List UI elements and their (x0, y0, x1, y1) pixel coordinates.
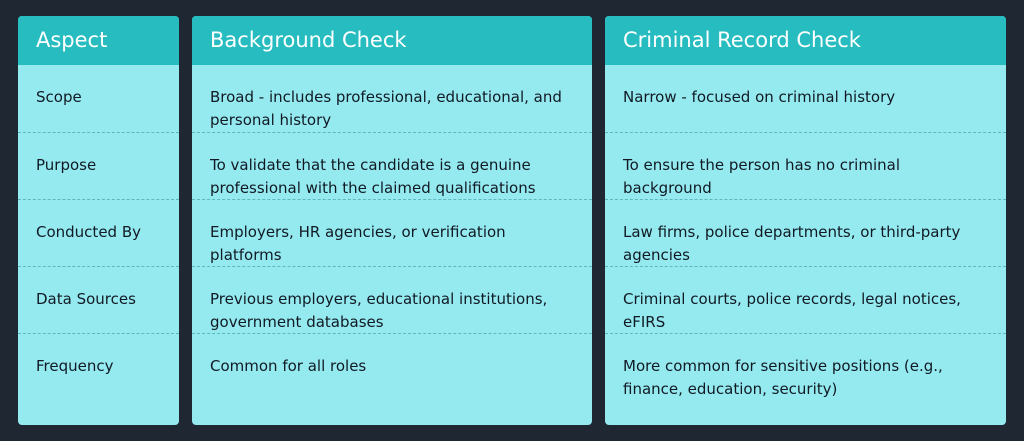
criminal-record-check-column (605, 16, 1006, 425)
aspect-cell-scope: Scope (36, 88, 82, 106)
background-cell-conducted-by: Employers, HR agencies, or verification platforms (192, 199, 592, 266)
aspect-header: Aspect (18, 16, 179, 65)
criminal-cell-scope: Narrow - focused on criminal history (623, 88, 896, 106)
aspect-cell-purpose: Purpose (18, 132, 179, 199)
background-cell-data-sources: Previous employers, educational institutions, government databases (192, 266, 592, 333)
aspect-cell-data-sources: Data Sources (18, 266, 179, 333)
criminal-cell-conducted-by: Law firms, police departments, or third-party agencies (605, 199, 1006, 266)
background-check-column (192, 16, 592, 425)
background-cell-purpose: To validate that the candidate is a genuine professional with the claimed qualifications (192, 132, 592, 199)
aspect-column (18, 16, 179, 425)
aspect-cell-frequency: Frequency (18, 333, 179, 400)
criminal-cell-purpose: To ensure the person has no criminal background (605, 132, 1006, 199)
background-check-header: Background Check (192, 16, 592, 65)
background-cell-frequency: Common for all roles (192, 333, 592, 400)
background-cell-scope: Broad - includes professional, educational, and personal history (210, 88, 562, 129)
criminal-cell-frequency: More common for sensitive positions (e.g., finance, education, security) (605, 333, 1006, 400)
criminal-record-check-header: Criminal Record Check (605, 16, 1006, 65)
aspect-cell-conducted-by: Conducted By (18, 199, 179, 266)
criminal-cell-data-sources: Criminal courts, police records, legal notices, eFIRS (605, 266, 1006, 333)
